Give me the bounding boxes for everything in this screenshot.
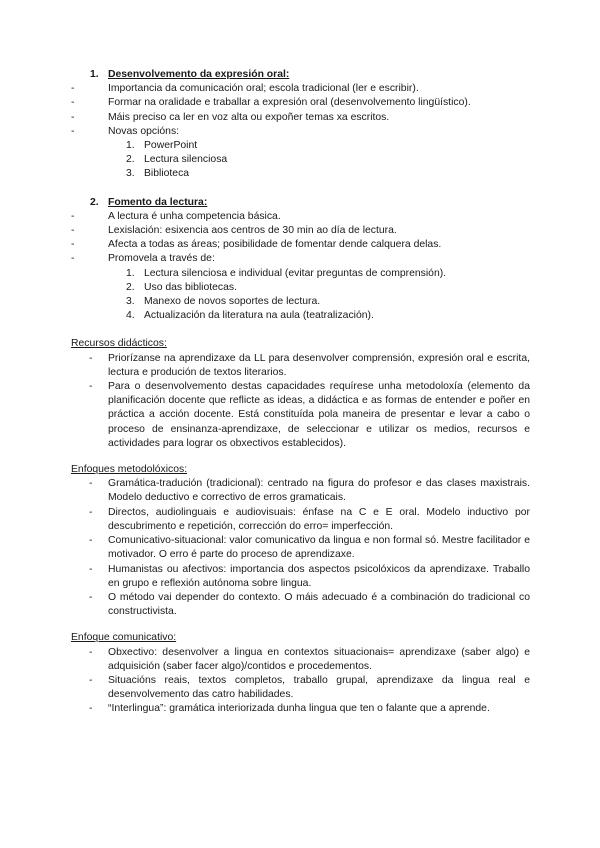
comunicativo-list xyxy=(71,646,530,717)
section1-number: 1. xyxy=(90,69,99,80)
list-item: - Promovela a través de: xyxy=(71,253,215,265)
section2-title: Fomento da lectura: xyxy=(108,196,208,208)
list-item: 4. Actualización da literatura na aula (teatralización). xyxy=(126,310,374,322)
list-item: - O método vai depender do contexto. O máis adecuado é a combinación do tradicional co constructivista. xyxy=(89,591,530,618)
list-item: - Directos, audiolinguais e audiovisuais: énfase na C e E oral. Modelo inductivo por descubrimento e repetición, corrección do erro= imperfección. xyxy=(89,506,530,532)
list-item: 3. Manexo de novos soportes de lectura. xyxy=(126,296,321,308)
list-item: - Novas opcións: xyxy=(71,125,180,137)
list-item: - Obxectivo: desenvolver a lingua en contextos situacionais= aprendizaxe (saber algo) e adquisición (saber facer algo)/contidos e procedementos. xyxy=(89,646,530,672)
list-item: 2. Lectura silenciosa xyxy=(126,154,228,166)
section2-options xyxy=(71,267,530,324)
list-item: - Situacións reais, textos completos, traballo grupal, aprendizaxe da lingua real e desenvolvemento das catro habilidades. xyxy=(89,674,530,701)
section1-options xyxy=(71,139,530,182)
list-item: - Humanistas ou afectivos: importancia dos aspectos psicolóxicos da aprendizaxe. Traballo en grupo e reflexión autónoma sobre lingua. xyxy=(89,563,530,589)
list-item: - Formar na oralidade e traballar a expresión oral (desenvolvemento lingüístico). xyxy=(71,97,471,109)
enfoques-heading: Enfoques metodolóxicos: xyxy=(71,464,188,476)
list-item: - Máis preciso ca ler en voz alta ou expoñer temas xa escritos. xyxy=(71,111,390,123)
list-item: - Comunicativo-situacional: valor comunicativo da lingua e non formal só. Mestre facilitador e motivador. O erro é parte do proceso de aprendizaxe. xyxy=(89,535,530,561)
list-item: 2. Uso das bibliotecas. xyxy=(126,281,237,293)
section1-list xyxy=(71,82,530,139)
list-item: - Importancia da comunicación oral; escola tradicional (ler e escribir). xyxy=(71,83,419,95)
list-item: - Priorízanse na aprendizaxe da LL para desenvolver comprensión, expresión oral e escrita, lectura e produción de textos literarios. xyxy=(89,352,530,378)
list-item: - Afecta a todas as áreas; posibilidade de fomentar dende calquera delas. xyxy=(71,239,442,251)
list-item: - Lexislación: esixencia aos centros de 30 min ao día de lectura. xyxy=(71,225,397,237)
section1-title: Desenvolvemento da expresión oral: xyxy=(108,69,290,80)
list-item: - “Interlingua”: gramática interiorizada dunha lingua que ten o falante que a aprende. xyxy=(89,703,490,715)
list-item: - A lectura é unha competencia básica. xyxy=(71,210,281,222)
section1-heading xyxy=(90,68,530,82)
recursos-list xyxy=(71,352,530,451)
enfoques-list xyxy=(71,477,530,619)
list-item: 1. PowerPoint xyxy=(126,140,198,152)
list-item: - Para o desenvolvemento destas capacidades requírese unha metodoloxía (elemento da planificación docente que reflicte as ideas, a didáctica e as formas de entender e poñer en práctica a acción docente. Está constituída pola maneira de presentar e levar a cabo o proceso de ensinanza-aprendizaxe, de seleccionar e utilizar os medios, recursos e actividades para lograr os obxectivos establecidos). xyxy=(89,381,530,449)
list-item: 1. Lectura silenciosa e individual (evitar preguntas de comprensión). xyxy=(126,267,447,279)
section2-number: 2. xyxy=(90,196,99,208)
section2-list xyxy=(71,210,530,267)
list-item: - Gramática-tradución (tradicional): centrado na figura do profesor e das clases maxistrais. Modelo deductivo e correctivo de erros gramaticais. xyxy=(89,478,530,504)
comunicativo-heading: Enfoque comunicativo: xyxy=(71,632,177,644)
list-item: 3. Biblioteca xyxy=(126,168,190,180)
section2-heading xyxy=(90,196,530,210)
recursos-heading: Recursos didácticos: xyxy=(71,338,167,350)
